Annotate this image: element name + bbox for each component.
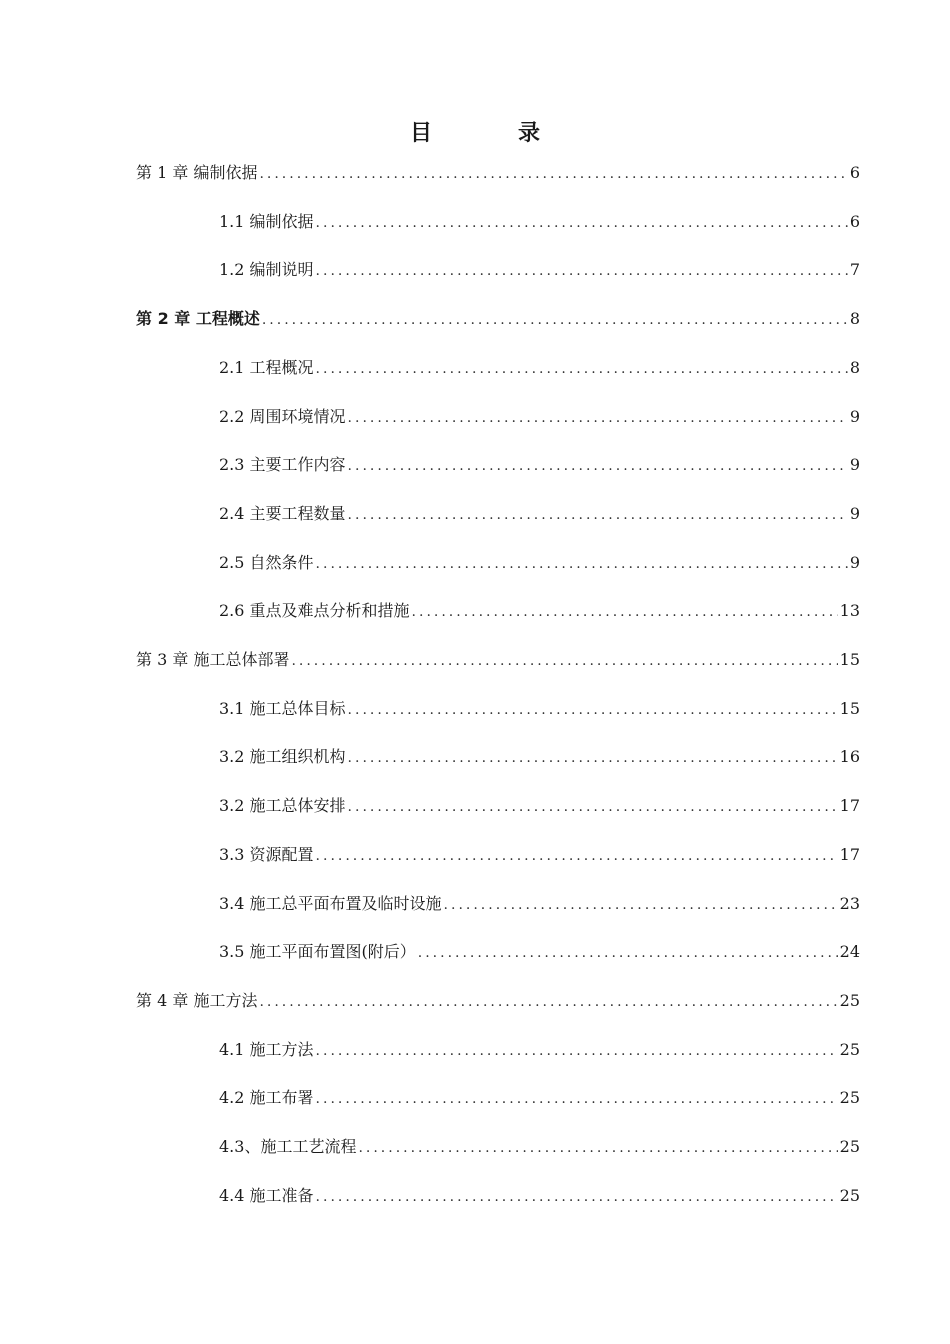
toc-leader-dots — [316, 256, 848, 286]
toc-leader-dots — [316, 1036, 838, 1066]
toc-entry[interactable] — [219, 207, 860, 237]
toc-leader-dots — [316, 549, 848, 579]
toc-leader-dots — [291, 646, 837, 676]
toc-leader-dots — [316, 841, 838, 871]
toc-entry-label: 4.1 施工方法 — [219, 1039, 314, 1059]
toc-entry-page-number: 15 — [839, 650, 860, 669]
toc-entry[interactable] — [219, 255, 860, 285]
toc-entry-label: 第 3 章 施工总体部署 — [136, 650, 290, 669]
toc-entry-label: 2.3 主要工作内容 — [219, 455, 346, 475]
toc-entry-label: 4.4 施工准备 — [219, 1185, 314, 1205]
toc-entry-page-number: 15 — [839, 698, 860, 718]
toc-entry[interactable] — [219, 1083, 860, 1113]
toc-entry-label: 1.2 编制说明 — [219, 260, 314, 280]
toc-entry[interactable] — [219, 791, 860, 821]
toc-entry-label: 第 4 章 施工方法 — [136, 990, 258, 1010]
toc-entry[interactable] — [219, 889, 860, 919]
toc-leader-dots — [444, 890, 838, 920]
toc-entry[interactable] — [219, 1035, 860, 1065]
page-title — [0, 116, 950, 147]
toc-entry[interactable] — [219, 694, 860, 724]
toc-leader-dots — [316, 1084, 838, 1114]
toc-entry[interactable] — [219, 353, 860, 383]
toc-entry-page-number: 25 — [839, 990, 860, 1010]
toc-entry-page-number: 8 — [849, 309, 860, 329]
toc-entry-label: 3.2 施工组织机构 — [219, 747, 346, 767]
toc-entry-page-number: 9 — [849, 406, 860, 426]
title-char-1: 目 — [409, 121, 432, 146]
toc-entry-page-number: 8 — [849, 357, 860, 377]
toc-entry-page-number: 25 — [839, 1137, 860, 1156]
toc-entry-label: 3.5 施工平面布置图(附后） — [219, 942, 416, 962]
toc-entry-page-number: 17 — [839, 796, 860, 816]
toc-leader-dots — [348, 792, 838, 822]
toc-entry-label: 3.4 施工总平面布置及临时设施 — [219, 893, 442, 913]
toc-entry[interactable] — [219, 402, 860, 432]
toc-entry[interactable] — [219, 499, 860, 529]
toc-entry-label: 1.1 编制依据 — [219, 211, 314, 231]
toc-entry-label: 2.5 自然条件 — [219, 552, 314, 572]
toc-leader-dots — [412, 597, 838, 627]
toc-entry-label: 2.1 工程概况 — [219, 357, 314, 377]
toc-entry-page-number: 25 — [839, 1088, 860, 1108]
toc-entry-page-number: 6 — [849, 163, 860, 182]
toc-entry-label: 2.4 主要工程数量 — [219, 503, 346, 523]
toc-leader-dots — [348, 403, 848, 433]
toc-entry-label: 第 1 章 编制依据 — [136, 163, 258, 182]
toc-entry-page-number: 25 — [839, 1039, 860, 1059]
toc-entry-page-number: 16 — [839, 747, 860, 767]
toc-entry-page-number: 9 — [849, 455, 860, 475]
toc-leader-dots — [259, 987, 837, 1017]
title-char-2: 录 — [518, 121, 541, 146]
toc-entry[interactable] — [219, 450, 860, 480]
toc-leader-dots — [348, 451, 848, 481]
toc-entry-page-number: 9 — [849, 552, 860, 572]
toc-entry[interactable] — [219, 1132, 860, 1162]
toc-entry-page-number: 24 — [839, 942, 860, 962]
toc-entry[interactable] — [219, 1181, 860, 1211]
toc-leader-dots — [259, 159, 847, 189]
toc-entry-page-number: 9 — [849, 503, 860, 523]
toc-leader-dots — [348, 743, 838, 773]
toc-entry[interactable] — [136, 158, 860, 188]
toc-entry-page-number: 6 — [849, 211, 860, 231]
toc-entry[interactable] — [136, 645, 860, 675]
toc-leader-dots — [418, 938, 838, 968]
toc-leader-dots — [316, 354, 848, 384]
toc-entry-label: 4.2 施工布署 — [219, 1088, 314, 1108]
toc-entry-label: 4.3、施工工艺流程 — [219, 1137, 357, 1156]
toc-leader-dots — [358, 1133, 837, 1163]
toc-entry-page-number: 17 — [839, 844, 860, 864]
toc-entry[interactable] — [219, 596, 860, 626]
toc-leader-dots — [262, 305, 848, 335]
toc-entry-page-number: 25 — [839, 1185, 860, 1205]
toc-entry-page-number: 23 — [839, 893, 860, 913]
toc-entry[interactable] — [219, 548, 860, 578]
toc-entry[interactable] — [136, 986, 860, 1016]
toc-entry-page-number: 13 — [839, 601, 860, 621]
toc-entry-label: 3.3 资源配置 — [219, 844, 314, 864]
toc-entry[interactable] — [136, 304, 860, 334]
toc-entry-label: 第 2 章 工程概述 — [136, 309, 260, 329]
toc-entry-label: 2.6 重点及难点分析和措施 — [219, 601, 410, 621]
toc-entry-page-number: 7 — [849, 260, 860, 280]
toc-entry-label: 3.1 施工总体目标 — [219, 698, 346, 718]
toc-leader-dots — [348, 695, 838, 725]
toc-entry[interactable] — [219, 742, 860, 772]
toc-entry[interactable] — [219, 840, 860, 870]
toc-leader-dots — [316, 1182, 838, 1212]
toc-leader-dots — [348, 500, 848, 530]
toc-entry-label: 2.2 周围环境情况 — [219, 406, 346, 426]
toc-leader-dots — [316, 208, 848, 238]
toc-entry-label: 3.2 施工总体安排 — [219, 796, 346, 816]
toc-entry[interactable] — [219, 937, 860, 967]
